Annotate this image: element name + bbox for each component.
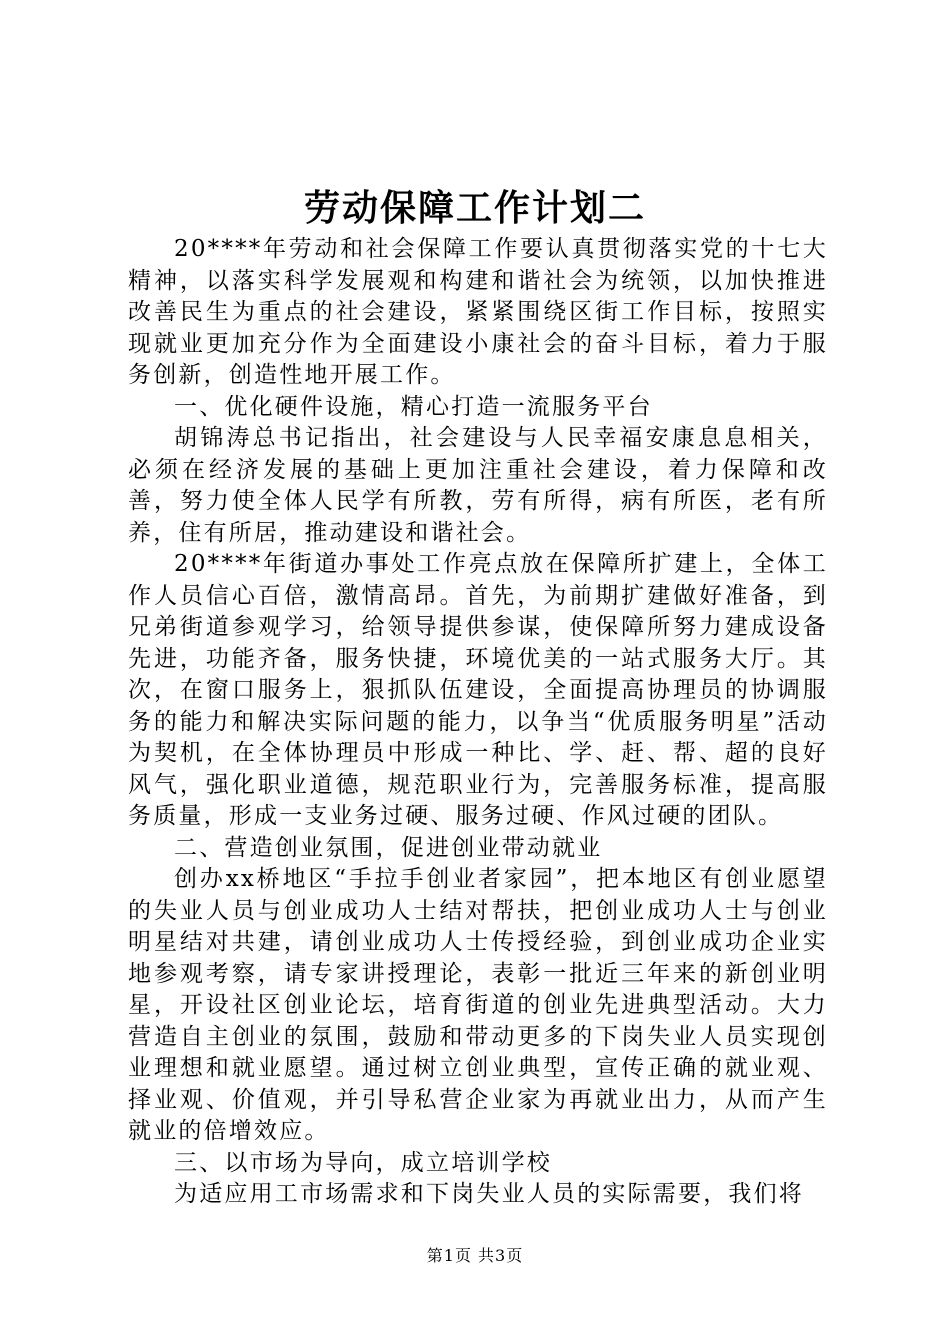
paragraph-3: 创办xx桥地区“手拉手创业者家园”，把本地区有创业愿望的失业人员与创业成功人士结对帮扶，把创业成功人士与创业明星结对共建，请创业成功人士传授经验，到创业成功企业实地参观考察，请专家讲授理论，表彰一批近三年来的新创业明星，开设社区创业论坛，培育街道的创业先进典型活动。大力营造自主创业的氛围，鼓励和带动更多的下岗失业人员实现创业理想和就业愿望。通过树立创业典型，宣传正确的就业观、择业观、价值观，并引导私营企业家为再就业出力，从而产生就业的倍增效应。	[128, 866, 828, 1144]
section-heading-2: 二、营造创业氛围，促进创业带动就业	[174, 834, 603, 861]
section-heading-1: 一、优化硬件设施，精心打造一流服务平台	[174, 393, 653, 420]
document-title: 劳动保障工作计划二	[303, 187, 646, 229]
paragraph-1: 胡锦涛总书记指出，社会建设与人民幸福安康息息相关，必须在经济发展的基础上更加注重社会建设，着力保障和改善，努力使全体人民学有所教，劳有所得，病有所医，老有所养，住有所居，推动建设和谐社会。	[128, 425, 828, 546]
paragraph-4: 为适应用工市场需求和下岗失业人员的实际需要，我们将	[174, 1181, 804, 1207]
document-body	[128, 234, 828, 1211]
paragraph-intro: 20****年劳动和社会保障工作要认真贯彻落实党的十七大精神，以落实科学发展观和构建和谐社会为统领，以加快推进改善民生为重点的社会建设，紧紧围绕区街工作目标，按照实现就业更加充分作为全面建设小康社会的奋斗目标，着力于服务创新，创造性地开展工作。	[128, 236, 828, 388]
paragraph-2: 20****年街道办事处工作亮点放在保障所扩建上，全体工作人员信心百倍，激情高昂。首先，为前期扩建做好准备，到兄弟街道参观学习，给领导提供参谋，使保障所努力建成设备先进，功能齐备，服务快捷，环境优美的一站式服务大厅。其次，在窗口服务上，狠抓队伍建设，全面提高协理员的协调服务的能力和解决实际问题的能力，以争当“优质服务明星”活动为契机，在全体协理员中形成一种比、学、赶、帮、超的良好风气，强化职业道德，规范职业行为，完善服务标准，提高服务质量，形成一支业务过硬、服务过硬、作风过硬的团队。	[128, 551, 828, 829]
page-footer: 第1页 共3页	[426, 1246, 524, 1265]
section-heading-3: 三、以市场为导向，成立培训学校	[174, 1149, 552, 1176]
